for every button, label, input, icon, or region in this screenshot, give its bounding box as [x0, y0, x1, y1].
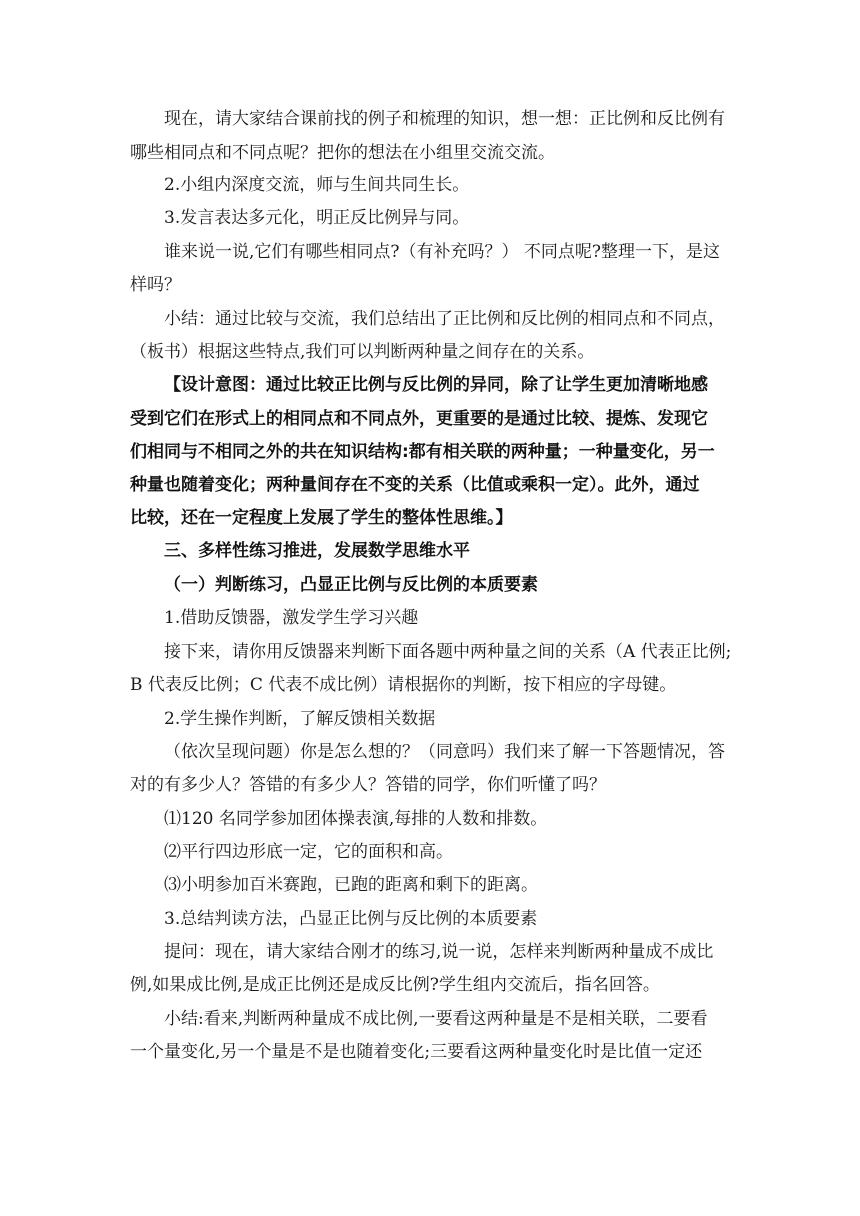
design-intent-line: 受到它们在形式上的相同点和不同点外，更重要的是通过比较、提炼、发现它 — [130, 409, 708, 429]
paragraph-line: 2.小组内深度交流，师与生间共同生长。 — [164, 175, 470, 195]
paragraph-line: （板书）根据这些特点,我们可以判断两种量之间存在的关系。 — [130, 342, 595, 362]
paragraph-line: 提问：现在，请大家结合刚才的练习,说一说，怎样来判断两种量成不成比 — [164, 942, 714, 962]
paragraph-line: 3.总结判读方法，凸显正比例与反比例的本质要素 — [164, 909, 538, 929]
design-intent-line: 【设计意图：通过比较正比例与反比例的异同，除了让学生更加清晰地感 — [164, 375, 708, 395]
paragraph-line: 接下来，请你用反馈器来判断下面各题中两种量之间的关系（A 代表正比例; — [164, 642, 732, 662]
paragraph-line: 一个量变化,另一个量是不是也随着变化;三要看这两种量变化时是比值一定还 — [130, 1042, 703, 1062]
paragraph-line: ⑵平行四边形底一定，它的面积和高。 — [164, 842, 453, 862]
paragraph-line: 哪些相同点和不同点呢？把你的想法在小组里交流交流。 — [130, 143, 555, 163]
paragraph-line: 小结：通过比较与交流，我们总结出了正比例和反比例的相同点和不同点， — [164, 309, 725, 329]
design-intent-line: 种量也随着变化；两种量间存在不变的关系（比值或乘积一定）。此外，通过 — [130, 475, 700, 495]
section-heading: 三、多样性练习推进，发展数学思维水平 — [164, 541, 470, 561]
paragraph-line: 谁来说一说,它们有哪些相同点?（有补充吗？） 不同点呢?整理一下，是这 — [164, 242, 721, 262]
paragraph-line: ⑴120 名同学参加团体操表演,每排的人数和排数。 — [164, 809, 548, 829]
design-intent-line: 比较，还在一定程度上发展了学生的整体性思维。】 — [130, 508, 513, 528]
design-intent-line: 们相同与不相同之外的共在知识结构:都有相关联的两种量；一种量变化，另一 — [130, 442, 715, 462]
paragraph-line: 3.发言表达多元化，明正反比例异与同。 — [164, 208, 470, 228]
paragraph-line: 对的有多少人？答错的有多少人？答错的同学，你们听懂了吗？ — [130, 775, 606, 795]
paragraph-line: （依次呈现问题）你是怎么想的？（同意吗）我们来了解一下答题情况，答 — [164, 742, 725, 762]
paragraph-line: 现在，请大家结合课前找的例子和梳理的知识，想一想：正比例和反比例有 — [164, 109, 725, 129]
section-heading: （一）判断练习，凸显正比例与反比例的本质要素 — [164, 575, 538, 595]
paragraph-line: ⑶小明参加百米赛跑，已跑的距离和剩下的距离。 — [164, 875, 538, 895]
paragraph-line: 样吗？ — [130, 275, 181, 295]
paragraph-line: 例,如果成比例,是成正比例还是成反比例?学生组内交流后，指名回答。 — [130, 975, 660, 995]
paragraph-line: 2.学生操作判断，了解反馈相关数据 — [164, 709, 436, 729]
paragraph-line: 1.借助反馈器，激发学生学习兴趣 — [164, 608, 419, 628]
paragraph-line: B 代表反比例；C 代表不成比例）请根据你的判断，按下相应的字母键。 — [130, 675, 677, 695]
paragraph-line: 小结:看来,判断两种量成不成比例,一要看这两种量是不是相关联，二要看 — [164, 1009, 708, 1029]
